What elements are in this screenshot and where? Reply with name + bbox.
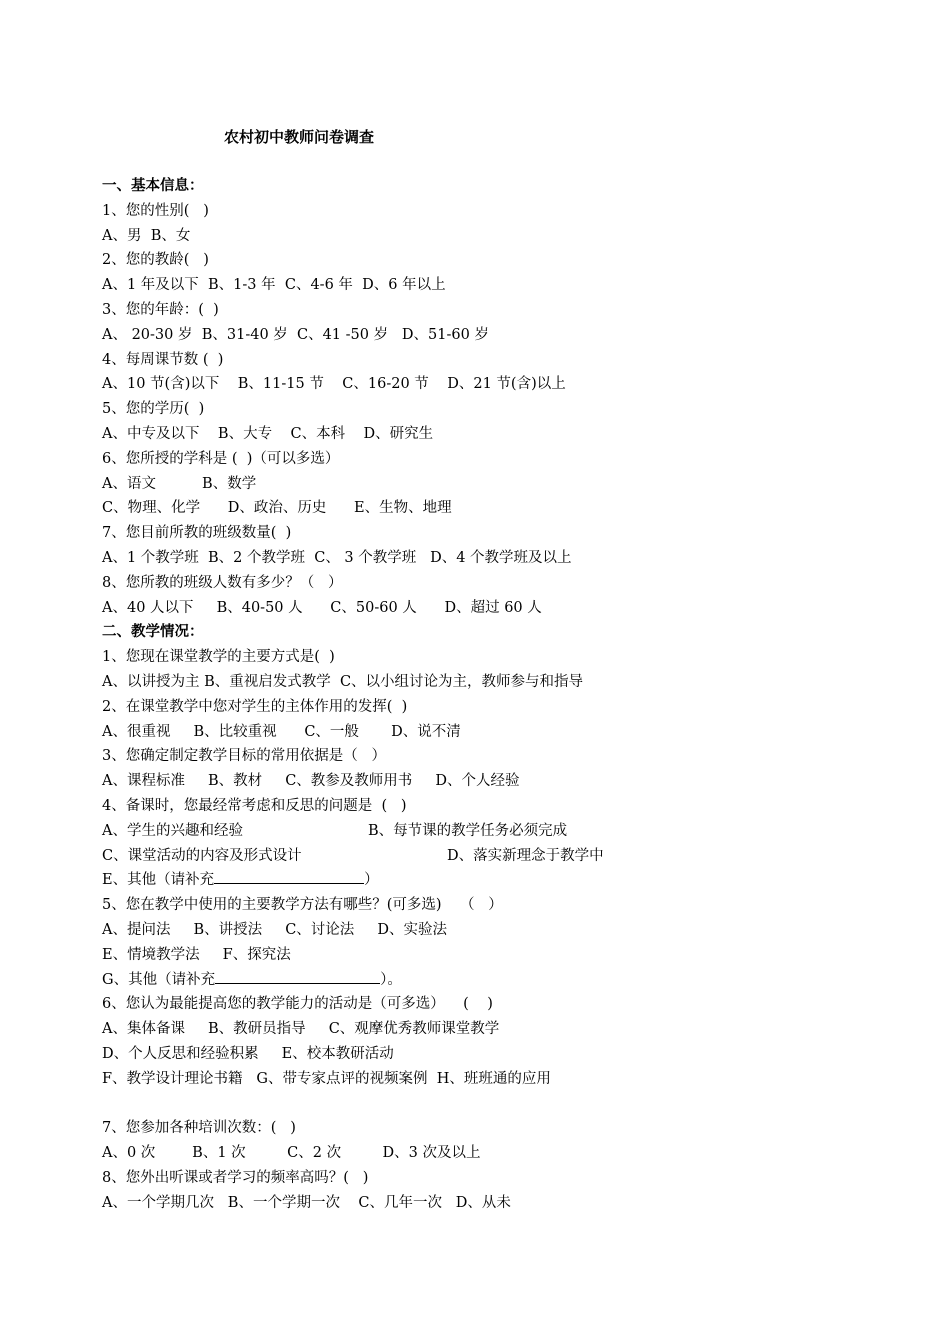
line-text: 二、教学情况： xyxy=(102,623,204,641)
question-line xyxy=(102,472,902,497)
question-line xyxy=(102,695,902,720)
line-text: A、以讲授为主 B、重视启发式教学 C、以小组讨论为主，教师参与和指导 xyxy=(102,673,584,690)
section-heading xyxy=(102,174,902,199)
line-text: A、0 次 B、1 次 C、2 次 D、3 次及以上 xyxy=(102,1145,481,1162)
question-line xyxy=(102,521,902,546)
line-text: 6、您认为最能提高您的教学能力的活动是（可多选） ( ) xyxy=(102,996,493,1013)
question-line xyxy=(102,447,902,472)
line-text: E、其他（请补充 xyxy=(102,872,215,889)
line-text: A、中专及以下 B、大专 C、本科 D、研究生 xyxy=(102,425,434,442)
question-line xyxy=(102,298,902,323)
line-text: C、课堂活动的内容及形式设计 xyxy=(102,847,302,864)
line-text: A、语文 B、数学 xyxy=(102,475,257,492)
line-text: 3、您确定制定教学目标的常用依据是（ ） xyxy=(102,748,387,765)
question-line xyxy=(102,546,902,571)
line-text: 1、您现在课堂教学的主要方式是( ) xyxy=(102,649,335,666)
question-line xyxy=(102,571,902,596)
line-text: 5、您的学历( ) xyxy=(102,401,205,418)
question-line xyxy=(102,992,902,1017)
fill-in-blank[interactable] xyxy=(215,968,380,984)
line-text: 7、您目前所教的班级数量( ) xyxy=(102,525,292,542)
question-line xyxy=(102,1116,902,1141)
question-line xyxy=(102,968,902,993)
option-column-2: B、每节课的教学任务必须完成 xyxy=(368,822,568,839)
option-column-2: D、落实新理念于教学中 xyxy=(447,847,604,864)
line-text: D、个人反思和经验积累 E、校本教研活动 xyxy=(102,1045,394,1062)
question-line xyxy=(102,670,902,695)
line-text: G、其他（请补充 xyxy=(102,971,216,988)
question-line xyxy=(102,596,902,621)
question-line xyxy=(102,348,902,373)
line-text: 2、在课堂教学中您对学生的主体作用的发挥( ) xyxy=(102,698,408,715)
line-text-after: ）。 xyxy=(380,971,402,988)
question-line xyxy=(102,819,902,844)
line-text: 7、您参加各种培训次数：( ) xyxy=(102,1120,296,1137)
line-text: A、男 B、女 xyxy=(102,227,191,244)
line-text: 1、您的性别( ) xyxy=(102,202,209,219)
line-text: A、40 人以下 B、40-50 人 C、50-60 人 D、超过 60 人 xyxy=(102,599,542,616)
document-title: 农村初中教师问卷调查 xyxy=(224,128,375,146)
question-line xyxy=(102,1166,902,1191)
question-line xyxy=(102,1042,902,1067)
section-heading xyxy=(102,620,902,645)
line-text: E、情境教学法 F、探究法 xyxy=(102,946,291,963)
question-line xyxy=(102,943,902,968)
line-text: A、1 个教学班 B、2 个教学班 C、 3 个教学班 D、4 个教学班及以上 xyxy=(102,549,572,566)
question-line xyxy=(102,397,902,422)
line-text: 2、您的教龄( ) xyxy=(102,252,209,269)
line-text: A、提问法 B、讲授法 C、讨论法 D、实验法 xyxy=(102,921,447,938)
question-line xyxy=(102,323,902,348)
question-line xyxy=(102,645,902,670)
question-line xyxy=(102,496,902,521)
question-line xyxy=(102,199,902,224)
question-line xyxy=(102,744,902,769)
line-text: C、物理、化学 D、政治、历史 E、生物、地理 xyxy=(102,500,452,517)
question-line xyxy=(102,248,902,273)
question-line xyxy=(102,1067,902,1092)
line-text: 4、备课时，您最经常考虑和反思的问题是 ( ) xyxy=(102,797,407,814)
line-text-after: ） xyxy=(364,872,379,889)
line-text: A、10 节(含)以下 B、11-15 节 C、16-20 节 D、21 节(含)以上 xyxy=(102,376,566,393)
line-text: A、学生的兴趣和经验 xyxy=(102,822,243,839)
line-text: 8、您外出听课或者学习的频率高吗？( ) xyxy=(102,1169,369,1186)
line-text: 4、每周课节数 ( ) xyxy=(102,351,224,368)
question-line xyxy=(102,794,902,819)
question-line xyxy=(102,372,902,397)
line-text: 6、您所授的学科是 ( )（可以多选） xyxy=(102,450,340,467)
question-line xyxy=(102,422,902,447)
line-text: A、一个学期几次 B、一个学期一次 C、几年一次 D、从未 xyxy=(102,1194,511,1211)
line-text: A、课程标准 B、教材 C、教参及教师用书 D、个人经验 xyxy=(102,773,520,790)
question-line xyxy=(102,273,902,298)
line-text: A、1 年及以下 B、1-3 年 C、4-6 年 D、6 年以上 xyxy=(102,277,446,294)
fill-in-blank[interactable] xyxy=(214,868,364,884)
blank-line xyxy=(102,1091,902,1116)
line-text: 8、您所教的班级人数有多少？（ ） xyxy=(102,574,343,591)
question-line xyxy=(102,1017,902,1042)
question-line xyxy=(102,720,902,745)
question-line xyxy=(102,844,902,869)
line-text: 5、您在教学中使用的主要教学方法有哪些？(可多选) （ ） xyxy=(102,897,503,914)
question-line xyxy=(102,893,902,918)
question-line xyxy=(102,224,902,249)
line-text: 一、基本信息： xyxy=(102,177,204,194)
question-line xyxy=(102,868,902,893)
question-line xyxy=(102,1141,902,1166)
question-line xyxy=(102,769,902,794)
questionnaire-body xyxy=(102,174,902,1215)
line-text: A、 20-30 岁 B、31-40 岁 C、41 -50 岁 D、51-60 岁 xyxy=(102,326,489,343)
question-line xyxy=(102,918,902,943)
question-line xyxy=(102,1191,902,1216)
line-text: F、教学设计理论书籍 G、带专家点评的视频案例 H、班班通的应用 xyxy=(102,1070,551,1087)
line-text: A、很重视 B、比较重视 C、一般 D、说不清 xyxy=(102,723,461,740)
line-text: A、集体备课 B、教研员指导 C、观摩优秀教师课堂教学 xyxy=(102,1021,500,1038)
line-text: 3、您的年龄：( ) xyxy=(102,301,219,318)
